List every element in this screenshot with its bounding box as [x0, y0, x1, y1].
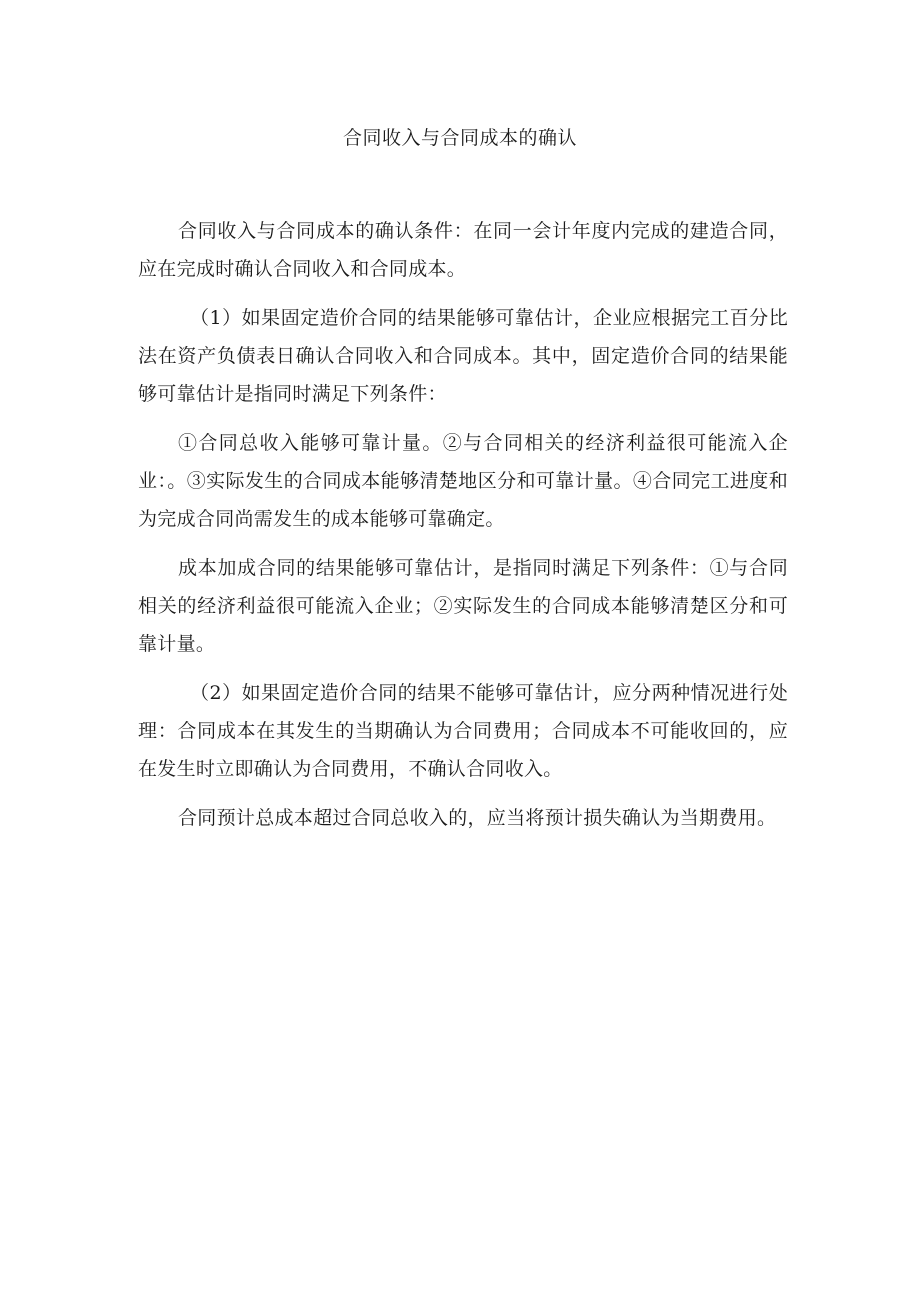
document-body	[138, 212, 788, 848]
paragraph-fixed-price-unreliable: （2）如果固定造价合同的结果不能够可靠估计，应分两种情况进行处理：合同成本在其发生的当期确认为合同费用；合同成本不可能收回的，应在发生时立即确认为合同费用，不确认合同收入。	[138, 682, 788, 780]
paragraph-conditions-list: ①合同总收入能够可靠计量。②与合同相关的经济利益很可能流入企业：。③实际发生的合同成本能够清楚地区分和可靠计量。④合同完工进度和为完成合同尚需发生的成本能够可靠确定。	[138, 432, 788, 530]
paragraph-fixed-price-reliable: （1）如果固定造价合同的结果能够可靠估计，企业应根据完工百分比法在资产负债表日确认合同收入和合同成本。其中，固定造价合同的结果能够可靠估计是指同时满足下列条件：	[138, 307, 788, 405]
document-title: 合同收入与合同成本的确认	[342, 127, 577, 149]
paragraph-cost-plus: 成本加成合同的结果能够可靠估计，是指同时满足下列条件：①与合同相关的经济利益很可能流入企业；②实际发生的合同成本能够清楚区分和可靠计量。	[138, 557, 788, 655]
paragraph-expected-loss: 合同预计总成本超过合同总收入的，应当将预计损失确认为当期费用。	[178, 807, 777, 829]
paragraph-recognition-conditions: 合同收入与合同成本的确认条件：在同一会计年度内完成的建造合同，应在完成时确认合同收入和合同成本。	[138, 220, 788, 280]
